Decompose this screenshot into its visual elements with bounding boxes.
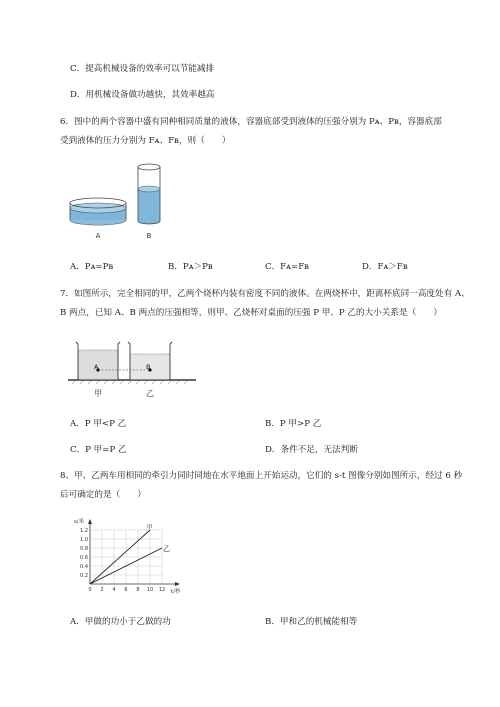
y-axis-label: s/米 [74, 519, 85, 525]
q8-option-b: B．甲和乙的机械能相等 [265, 617, 358, 627]
q7-option-a: A．P 甲<P 乙 [70, 419, 127, 429]
label-jia: 甲 [94, 389, 102, 398]
q5-option-d: D．用机械设备做功越快，其效率越高 [70, 90, 215, 100]
q7-option-c: C．P 甲=P 乙 [70, 445, 127, 455]
point-a-label: A [94, 363, 99, 371]
y-tick-label: 1.0 [80, 536, 88, 543]
q6-question: 6．图中的两个容器中盛有同种相同质量的液体，容器底部受到液体的压强分别为 Pᴀ、Pʙ，容器底部受到液体的压力分别为 Fᴀ、Fʙ，则（ ） [60, 117, 442, 146]
q7-beakers-figure [68, 338, 198, 398]
y-tick-label: 0.8 [80, 545, 88, 552]
q6-option-c: C．Fᴀ=Fʙ [265, 262, 309, 272]
label-yi: 乙 [146, 389, 154, 398]
q5-option-c: C．提高机械设备的效率可以节能减排 [70, 64, 215, 74]
q7-option-d: D．条件不足，无法判断 [265, 445, 358, 455]
x-tick-label: 10 [146, 587, 154, 593]
q6-option-d: D．Fᴀ＞Fʙ [362, 262, 408, 272]
x-tick-label: 8 [136, 587, 140, 593]
q7-question: 7．如图所示，完全相同的甲，乙两个烧杯内装有密度不同的液体。在两烧杯中，距离杯底同一高度处有 A、B 两点，已知 A、B 两点的压强相等，则甲、乙烧杯对桌面的压强 P 甲、P 乙的大小关系是（ ） [60, 289, 470, 318]
x-tick-label: 12 [158, 587, 166, 593]
x-tick-label: 6 [124, 587, 128, 593]
q8-st-chart [72, 516, 182, 596]
container-a [70, 198, 126, 225]
x-tick-label: 0 [88, 587, 92, 593]
container-a-label: A [95, 232, 101, 240]
container-b-label: B [146, 232, 152, 240]
point-b-label: B [146, 363, 151, 371]
beaker-jia [76, 342, 120, 380]
q8-question: 8、甲、乙两车用相同的牵引力同时同地在水平地面上开始运动，它们的 s-t 图像分别如图所示，经过 6 秒后可确定的是（ ） [60, 471, 463, 500]
beaker-yi [128, 342, 172, 380]
q8-option-a: A．甲做的功小于乙做的功 [70, 617, 171, 627]
y-tick-label: 0.6 [80, 554, 88, 561]
q6-option-a: A．Pᴀ=Pʙ [70, 262, 114, 272]
series-label-yi: 乙 [163, 545, 170, 553]
series-label-jia: 甲 [147, 525, 153, 531]
q6-option-b: B．Pᴀ＞Pʙ [168, 262, 213, 272]
y-tick-label: 0.2 [80, 572, 88, 579]
q7-option-b: B．P 甲>P 乙 [265, 419, 322, 429]
y-tick-label: 1.2 [80, 527, 88, 534]
q6-containers-figure [66, 163, 206, 243]
x-tick-label: 4 [112, 587, 116, 593]
x-axis-label: t/秒 [171, 589, 181, 595]
y-tick-label: 0.4 [80, 563, 88, 570]
x-tick-label: 2 [100, 587, 104, 593]
container-b [138, 164, 160, 224]
